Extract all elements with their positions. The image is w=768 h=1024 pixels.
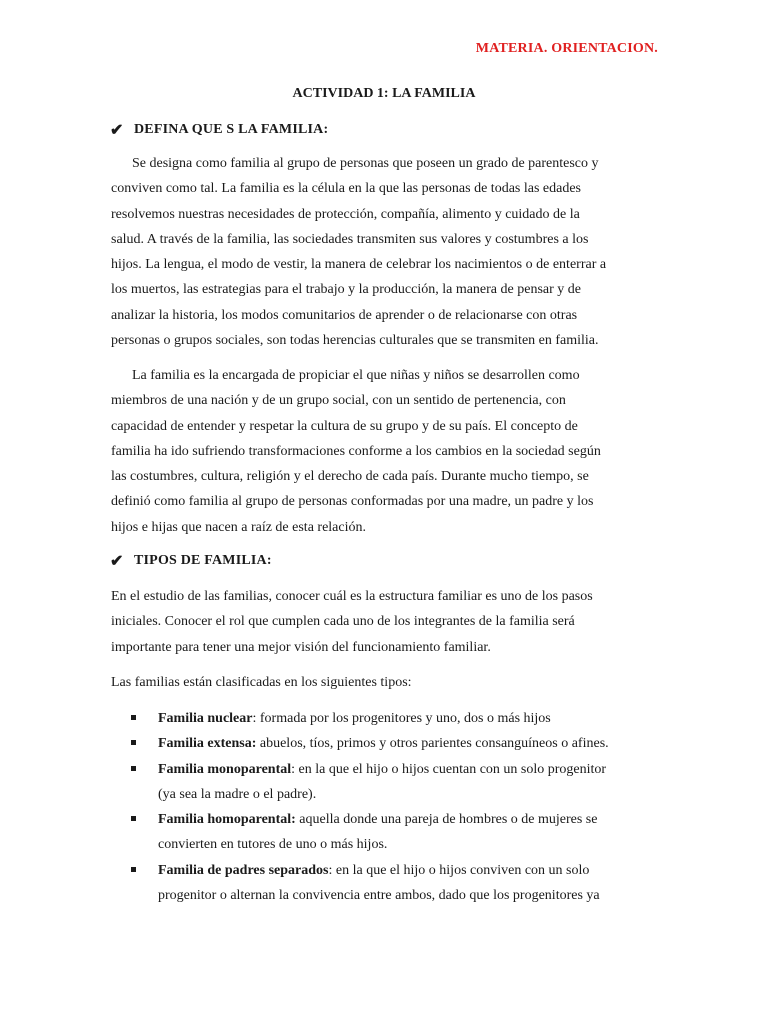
section-heading-definition (110, 122, 329, 139)
checkmark-icon: ✔ (110, 553, 124, 570)
family-types-list (134, 706, 664, 908)
page-title: ACTIVIDAD 1: LA FAMILIA (292, 86, 476, 101)
text-line: los muertos, las estrategias para el trabajo y la producción, la manera de pensar y de (111, 282, 581, 298)
definition-paragraph-1 (111, 151, 671, 353)
text-line: definió como familia al grupo de personas conformadas por una madre, un padre y los (111, 494, 594, 510)
text-line: La familia es la encargada de propiciar el que niñas y niños se desarrollen como (132, 368, 580, 383)
text-line: capacidad de entender y respetar la cultura de su grupo y de su país. El concepto de (111, 418, 578, 434)
section-heading-text: TIPOS DE FAMILIA: (134, 553, 272, 568)
text-line: resolvemos nuestras necesidades de protección, compañía, alimento y cuidado de la (111, 206, 580, 222)
family-type-term: Familia de padres separados (158, 862, 329, 878)
types-intro-paragraph (111, 584, 671, 660)
text-line: las costumbres, cultura, religión y el derecho de cada país. Durante mucho tiempo, se (111, 469, 589, 485)
text-line: analizar la historia, los modos comunitarios de aprender o de relacionarse con otras (111, 307, 578, 323)
list-item-extensa (134, 731, 664, 756)
family-type-description: en la que el hijo o hijos cuentan con un solo progenitor (295, 761, 607, 777)
bullet-square-icon (131, 816, 136, 821)
text-line: Se designa como familia al grupo de personas que poseen un grado de parentesco y (132, 156, 599, 171)
definition-paragraph-2 (111, 363, 671, 540)
list-item-homoparental (134, 807, 664, 858)
family-type-description: aquella donde una pareja de hombres o de mujeres se (295, 812, 598, 828)
term-separator: : (291, 761, 296, 777)
bullet-square-icon (131, 740, 136, 745)
family-type-description-cont: convierten en tutores de uno o más hijos. (158, 837, 388, 853)
family-type-description-cont: progenitor o alternan la convivencia entre ambos, dado que los progenitores ya (158, 888, 600, 904)
section-heading-text: DEFINA QUE S LA FAMILIA: (134, 122, 329, 137)
text-line: hijos. La lengua, el modo de vestir, la manera de celebrar los nacimientos o de enterrar a (111, 257, 607, 273)
list-item-padres-separados (134, 858, 664, 909)
family-type-term: Familia nuclear (158, 711, 253, 726)
family-type-description-cont: (ya sea la madre o el padre). (158, 786, 317, 802)
family-type-term: Familia extensa: (158, 736, 257, 752)
bullet-square-icon (131, 715, 136, 720)
bullet-square-icon (131, 867, 136, 872)
term-separator: : (328, 862, 333, 878)
text-line: Las familias están clasificadas en los siguientes tipos: (111, 675, 412, 690)
family-type-description: formada por los progenitores y uno, dos o más hijos (256, 711, 551, 726)
text-line: salud. A través de la familia, las sociedades transmiten sus valores y costumbres a los (111, 231, 589, 247)
text-line: personas o grupos sociales, son todas herencias culturales que se transmiten en familia. (111, 333, 599, 349)
text-line: conviven como tal. La familia es la célula en la que las personas de todas las edades (111, 181, 581, 197)
section-heading-types (110, 553, 272, 570)
text-line: En el estudio de las familias, conocer cuál es la estructura familiar es uno de los pasos (111, 589, 593, 604)
checkmark-icon: ✔ (110, 122, 124, 139)
text-line: familia ha ido sufriendo transformaciones conforme a los cambios en la sociedad según (111, 443, 601, 459)
text-line: hijos e hijas que nacen a raíz de esta relación. (111, 519, 366, 535)
text-line: iniciales. Conocer el rol que cumplen cada uno de los integrantes de la familia será (111, 614, 575, 630)
text-line: miembros de una nación y de un grupo social, con un sentido de pertenencia, con (111, 393, 566, 409)
list-item-nuclear (134, 706, 664, 731)
list-item-monoparental (134, 757, 664, 808)
family-type-description: abuelos, tíos, primos y otros parientes consanguíneos o afines. (256, 736, 609, 752)
subject-header: MATERIA. ORIENTACION. (475, 41, 658, 56)
family-type-description: en la que el hijo o hijos conviven con un solo (332, 862, 590, 878)
bullet-square-icon (131, 766, 136, 771)
types-classification-paragraph (111, 670, 671, 695)
text-line: importante para tener una mejor visión del funcionamiento familiar. (111, 639, 491, 655)
term-separator: : (252, 711, 257, 726)
family-type-term: Familia homoparental: (158, 812, 296, 828)
family-type-term: Familia monoparental (158, 761, 292, 777)
